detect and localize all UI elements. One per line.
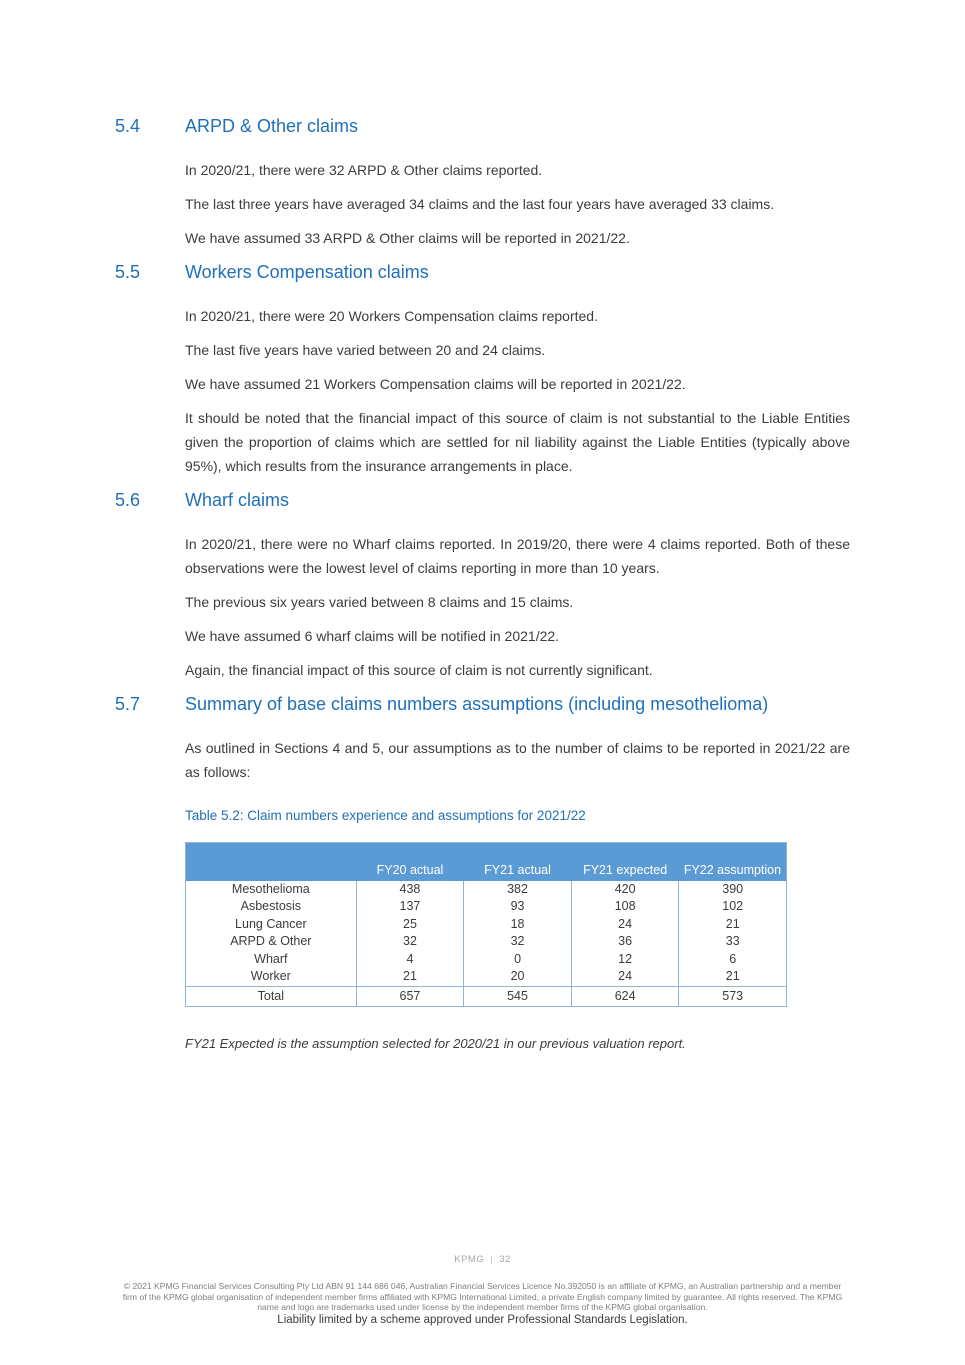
section-summary-base-claims (115, 694, 850, 784)
section-heading (115, 262, 850, 283)
cell: 390 (679, 881, 787, 899)
paragraph: The previous six years varied between 8 claims and 15 claims. (185, 594, 574, 610)
table-row (186, 898, 787, 916)
cell: 24 (571, 968, 679, 986)
claims-numbers-table (185, 842, 787, 1007)
paragraph: We have assumed 6 wharf claims will be notified in 2021/22. (185, 628, 560, 644)
cell: 624 (571, 986, 679, 1006)
table-caption: Table 5.2: Claim numbers experience and assumptions for 2021/22 (185, 808, 586, 823)
section-body (115, 736, 850, 784)
table-footnote: FY21 Expected is the assumption selected for 2020/21 in our previous valuation report. (185, 1035, 686, 1051)
cell: 420 (571, 881, 679, 899)
paragraph: In 2020/21, there were 20 Workers Compensation claims reported. (185, 308, 598, 324)
cell: 137 (356, 898, 464, 916)
paragraph: The last three years have averaged 34 claims and the last four years have averaged 33 claims. (185, 196, 775, 212)
cell: 382 (464, 881, 572, 899)
section-body (115, 158, 850, 250)
cell: 657 (356, 986, 464, 1006)
cell: 4 (356, 951, 464, 969)
paragraph: In 2020/21, there were 32 ARPD & Other claims reported. (185, 162, 543, 178)
cell: 25 (356, 916, 464, 934)
section-heading (115, 694, 850, 715)
footer-brand: KPMG (454, 1254, 485, 1265)
column-header-empty (186, 843, 357, 881)
cell: 573 (679, 986, 787, 1006)
footer-liability-text: Liability limited by a scheme approved under Professional Standards Legislation. (277, 1314, 688, 1326)
cell: 36 (571, 933, 679, 951)
section-title: Workers Compensation claims (185, 262, 429, 282)
paragraph: Again, the financial impact of this source of claim is not currently significant. (185, 662, 653, 678)
section-heading (115, 116, 850, 137)
cell: 24 (571, 916, 679, 934)
paragraph: In 2020/21, there were no Wharf claims reported. In 2019/20, there were 4 claims reported. Both of these observations were the lowest level of claims reporting in more than 10 years. (185, 536, 850, 576)
row-label: Worker (186, 968, 357, 986)
column-header-fy22-assumption: FY22 assumption (679, 843, 787, 881)
section-number: 5.5 (115, 262, 141, 282)
cell: 12 (571, 951, 679, 969)
cell: 33 (679, 933, 787, 951)
cell: 32 (356, 933, 464, 951)
row-label: Asbestosis (186, 898, 357, 916)
cell: 6 (679, 951, 787, 969)
cell: 93 (464, 898, 572, 916)
cell: 20 (464, 968, 572, 986)
cell: 108 (571, 898, 679, 916)
section-title: ARPD & Other claims (185, 116, 359, 136)
table-row (186, 968, 787, 986)
paragraph: We have assumed 21 Workers Compensation claims will be reported in 2021/22. (185, 376, 686, 392)
table-row (186, 881, 787, 899)
row-label: Lung Cancer (186, 916, 357, 934)
cell: 21 (356, 968, 464, 986)
section-number: 5.7 (115, 694, 141, 714)
row-label: Total (186, 986, 357, 1006)
table-row (186, 951, 787, 969)
section-number: 5.6 (115, 490, 141, 510)
footer-separator: | (490, 1254, 494, 1265)
section-body (115, 304, 850, 478)
cell: 0 (464, 951, 572, 969)
row-label: Wharf (186, 951, 357, 969)
section-heading (115, 490, 850, 511)
cell: 102 (679, 898, 787, 916)
table-row (186, 933, 787, 951)
paragraph: As outlined in Sections 4 and 5, our assumptions as to the number of claims to be reported in 2021/22 are as follows: (185, 740, 850, 780)
footer-legal-text: © 2021 KPMG Financial Services Consulting Pty Ltd ABN 91 144 686 046, Australian Financial Services Licence No.392050 is an affiliate of KPMG, an Australian partnership and a member firm of the KPMG global organisation of independent member firms affiliated with KPMG International Limited, a private English company limited by guarantee. All rights reserved. The KPMG name and logo are trademarks used under license by the independent member firms of the KPMG global organisation. (122, 1281, 843, 1313)
cell: 438 (356, 881, 464, 899)
cell: 545 (464, 986, 572, 1006)
paragraph: The last five years have varied between 20 and 24 claims. (185, 342, 546, 358)
section-title: Summary of base claims numbers assumptions (including mesothelioma) (185, 694, 769, 714)
cell: 21 (679, 916, 787, 934)
footer-page-number (0, 1254, 965, 1265)
cell: 21 (679, 968, 787, 986)
section-title: Wharf claims (185, 490, 290, 510)
footer-page: 32 (499, 1254, 511, 1265)
cell: 18 (464, 916, 572, 934)
column-header-fy21-actual: FY21 actual (464, 843, 572, 881)
column-header-fy20-actual: FY20 actual (356, 843, 464, 881)
row-label: ARPD & Other (186, 933, 357, 951)
paragraph: It should be noted that the financial impact of this source of claim is not substantial to the Liable Entities given the proportion of claims which are settled for nil liability against the Liable Entities (typically above 95%), which results from the insurance arrangements in place. (185, 410, 850, 474)
row-label: Mesothelioma (186, 881, 357, 899)
cell: 32 (464, 933, 572, 951)
section-arpd-other-claims (115, 116, 850, 250)
table-total-row (186, 986, 787, 1006)
column-header-fy21-expected: FY21 expected (571, 843, 679, 881)
section-wharf-claims (115, 490, 850, 682)
section-workers-compensation-claims (115, 262, 850, 478)
table-row (186, 916, 787, 934)
section-body (115, 532, 850, 682)
table-header (186, 843, 787, 881)
paragraph: We have assumed 33 ARPD & Other claims will be reported in 2021/22. (185, 230, 630, 246)
section-number: 5.4 (115, 116, 141, 136)
